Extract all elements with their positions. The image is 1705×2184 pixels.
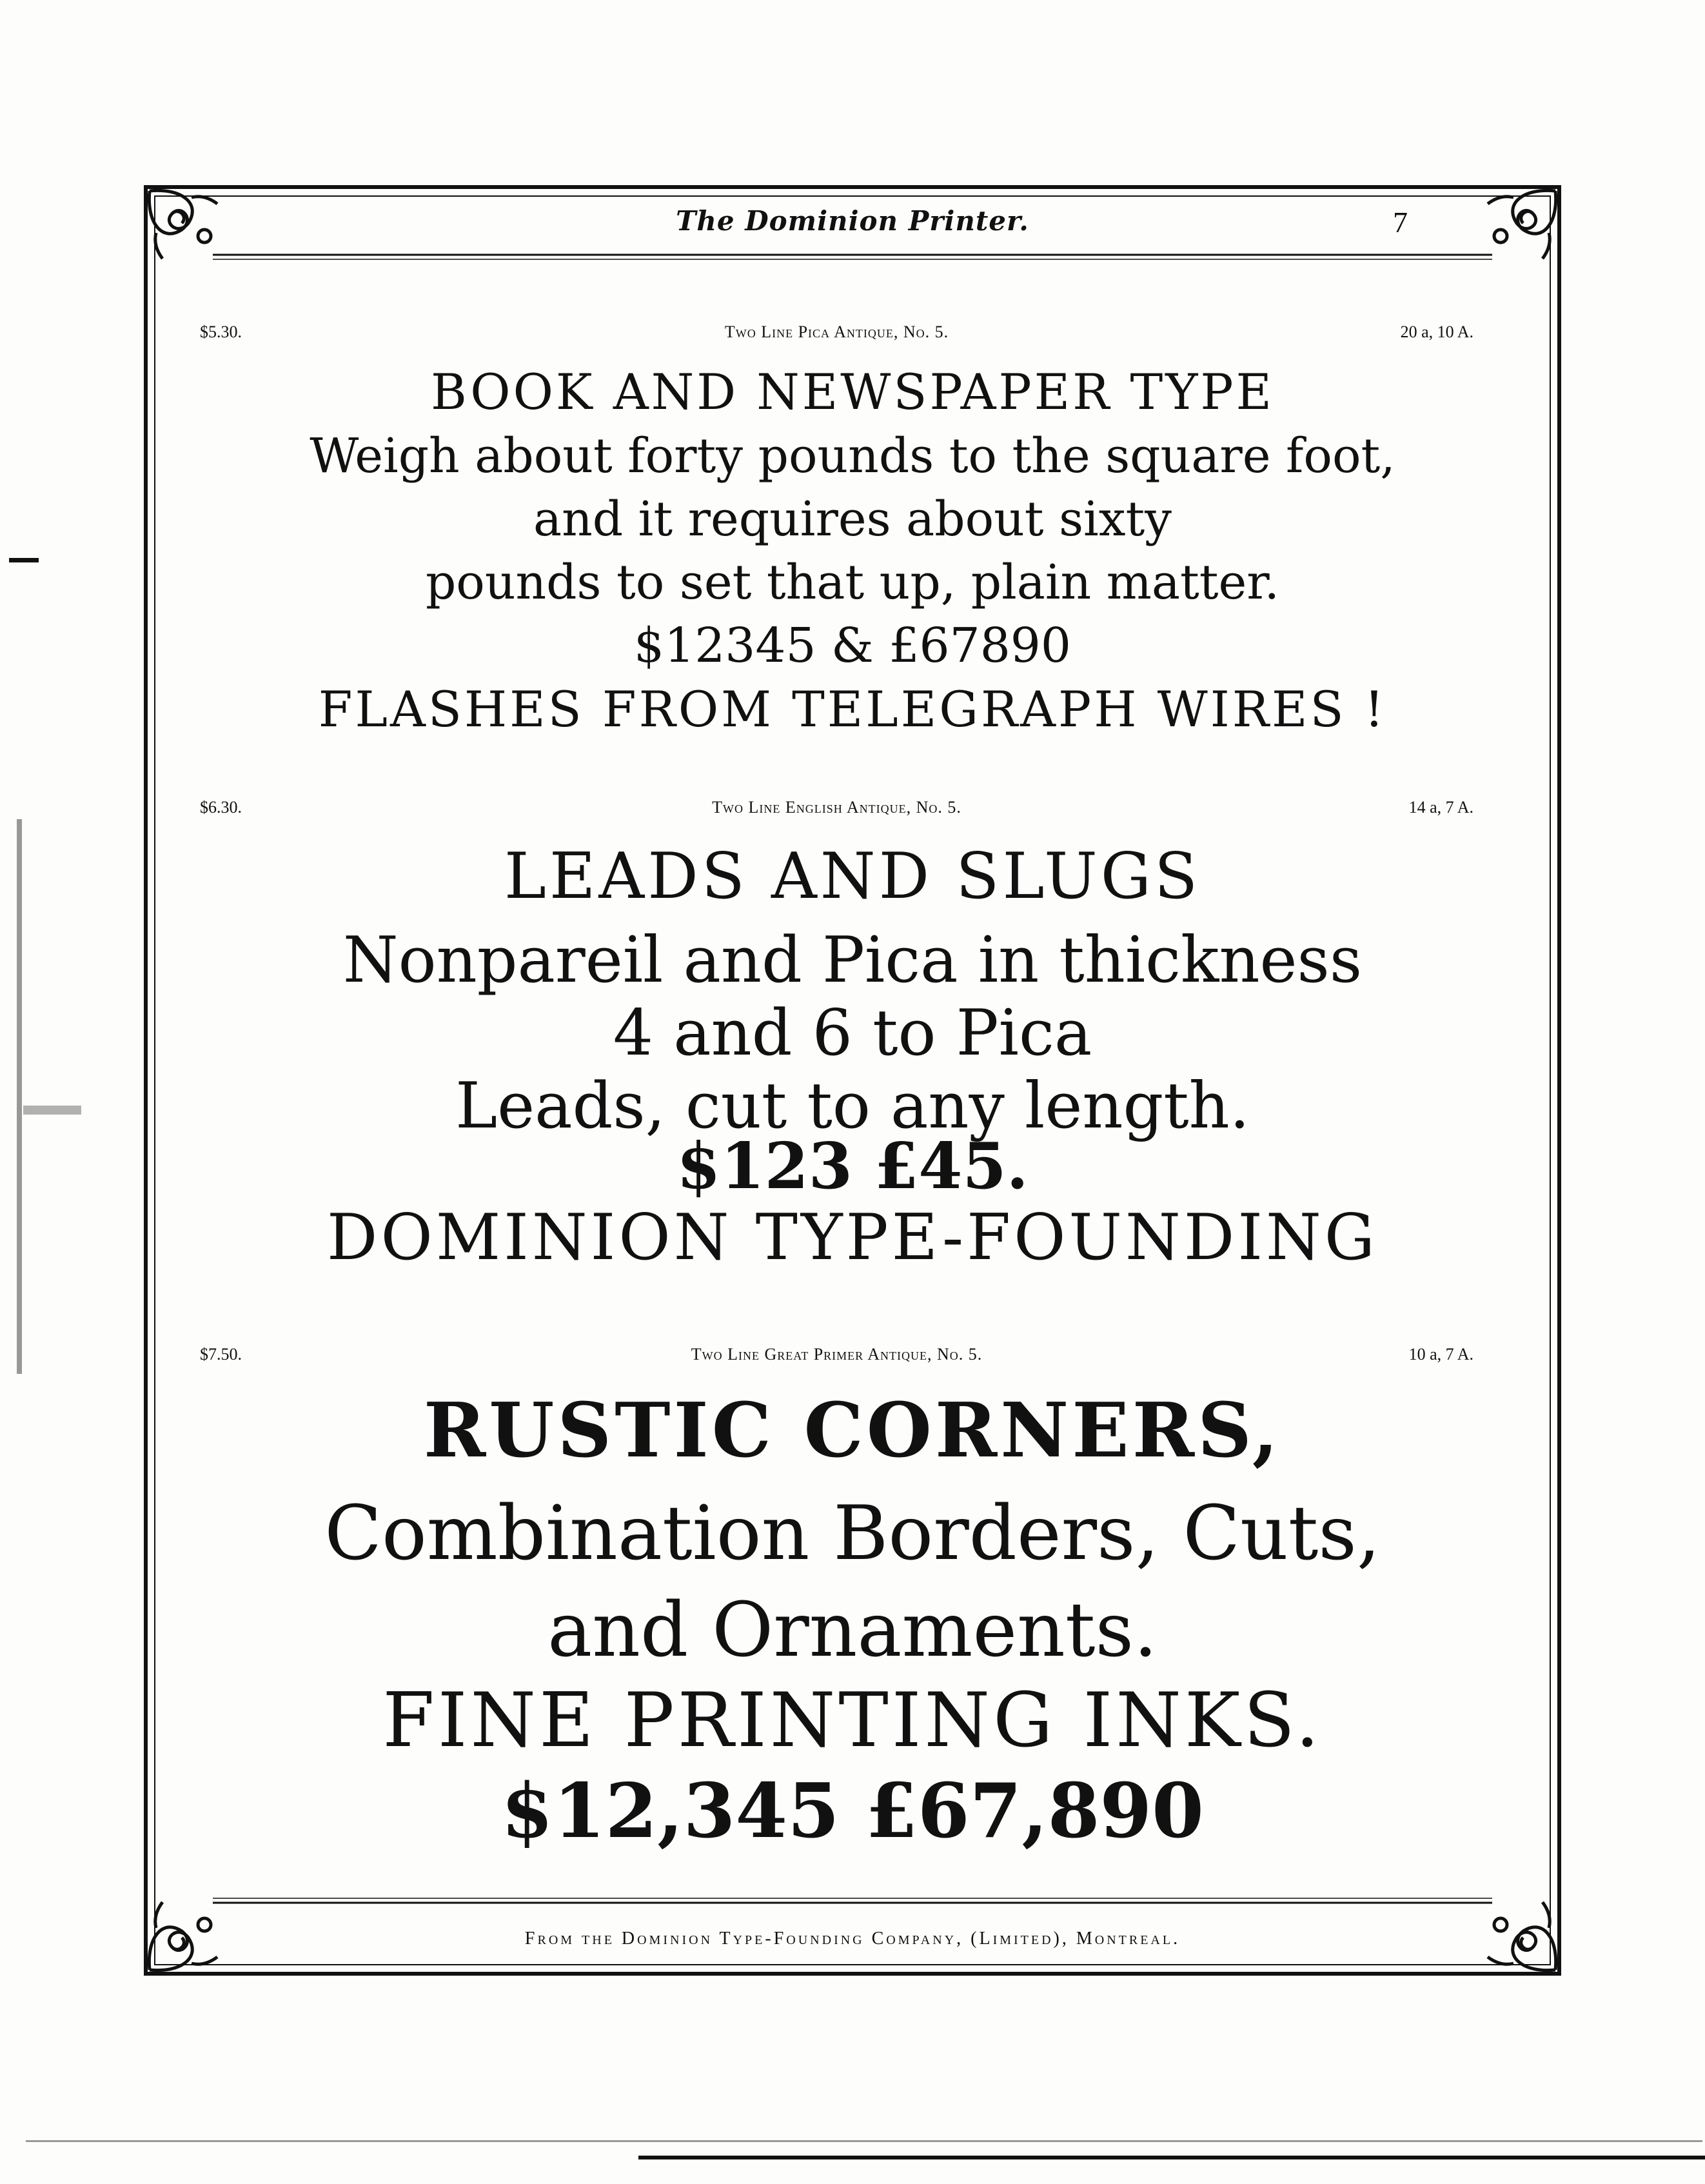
specimen-line: Weigh about forty pounds to the square foot,	[310, 428, 1395, 484]
specimen-line: $123 £45.	[676, 1129, 1029, 1204]
specimen-line: pounds to set that up, plain matter.	[425, 555, 1280, 610]
specimen-face-name: Two Line English Antique, No. 5.	[712, 798, 961, 817]
specimen-line: DOMINION TYPE-FOUNDING	[326, 1201, 1379, 1275]
specimen-2-spec-row	[200, 798, 1473, 824]
specimen-price: $7.50.	[200, 1345, 242, 1364]
specimen-line: LEADS AND SLUGS	[504, 840, 1201, 913]
scan-mark	[17, 819, 22, 1374]
divider	[638, 2156, 1705, 2159]
scan-mark	[23, 1106, 81, 1115]
specimen-face-name: Two Line Great Primer Antique, No. 5.	[691, 1345, 983, 1364]
specimen-face-name: Two Line Pica Antique, No. 5.	[724, 323, 949, 341]
specimen-line: and it requires about sixty	[533, 491, 1172, 547]
specimen-line: Nonpareil and Pica in thickness	[342, 924, 1363, 997]
specimen-1-spec-row	[200, 323, 1473, 348]
specimen-line: $12,345 £67,890	[501, 1767, 1204, 1855]
specimen-line: Leads, cut to any length.	[455, 1069, 1250, 1143]
specimen-price: $6.30.	[200, 798, 242, 817]
specimen-price: $5.30.	[200, 323, 242, 341]
specimen-3-spec-row	[200, 1345, 1473, 1371]
specimen-line: FLASHES FROM TELEGRAPH WIRES !	[318, 680, 1387, 738]
specimen-font-count: 10 a, 7 A.	[1408, 1345, 1473, 1364]
specimen-line: RUSTIC CORNERS,	[423, 1387, 1282, 1474]
running-header-title: The Dominion Printer.	[676, 205, 1029, 237]
scan-mark	[9, 558, 39, 562]
specimen-font-count: 20 a, 10 A.	[1400, 323, 1473, 341]
specimen-line: Combination Borders, Cuts,	[324, 1490, 1381, 1577]
specimen-font-count: 14 a, 7 A.	[1408, 798, 1473, 817]
divider	[26, 2140, 1702, 2142]
specimen-line: and Ornaments.	[547, 1587, 1158, 1674]
footer-imprint: From the Dominion Type-Founding Company, (Limited), Montreal.	[524, 1929, 1181, 1949]
specimen-line: FINE PRINTING INKS.	[382, 1677, 1323, 1764]
specimen-line: BOOK AND NEWSPAPER TYPE	[431, 363, 1274, 421]
specimen-line: 4 and 6 to Pica	[613, 997, 1092, 1070]
specimen-line: $12345 & £67890	[634, 618, 1071, 673]
page-number: 7	[1393, 206, 1408, 239]
